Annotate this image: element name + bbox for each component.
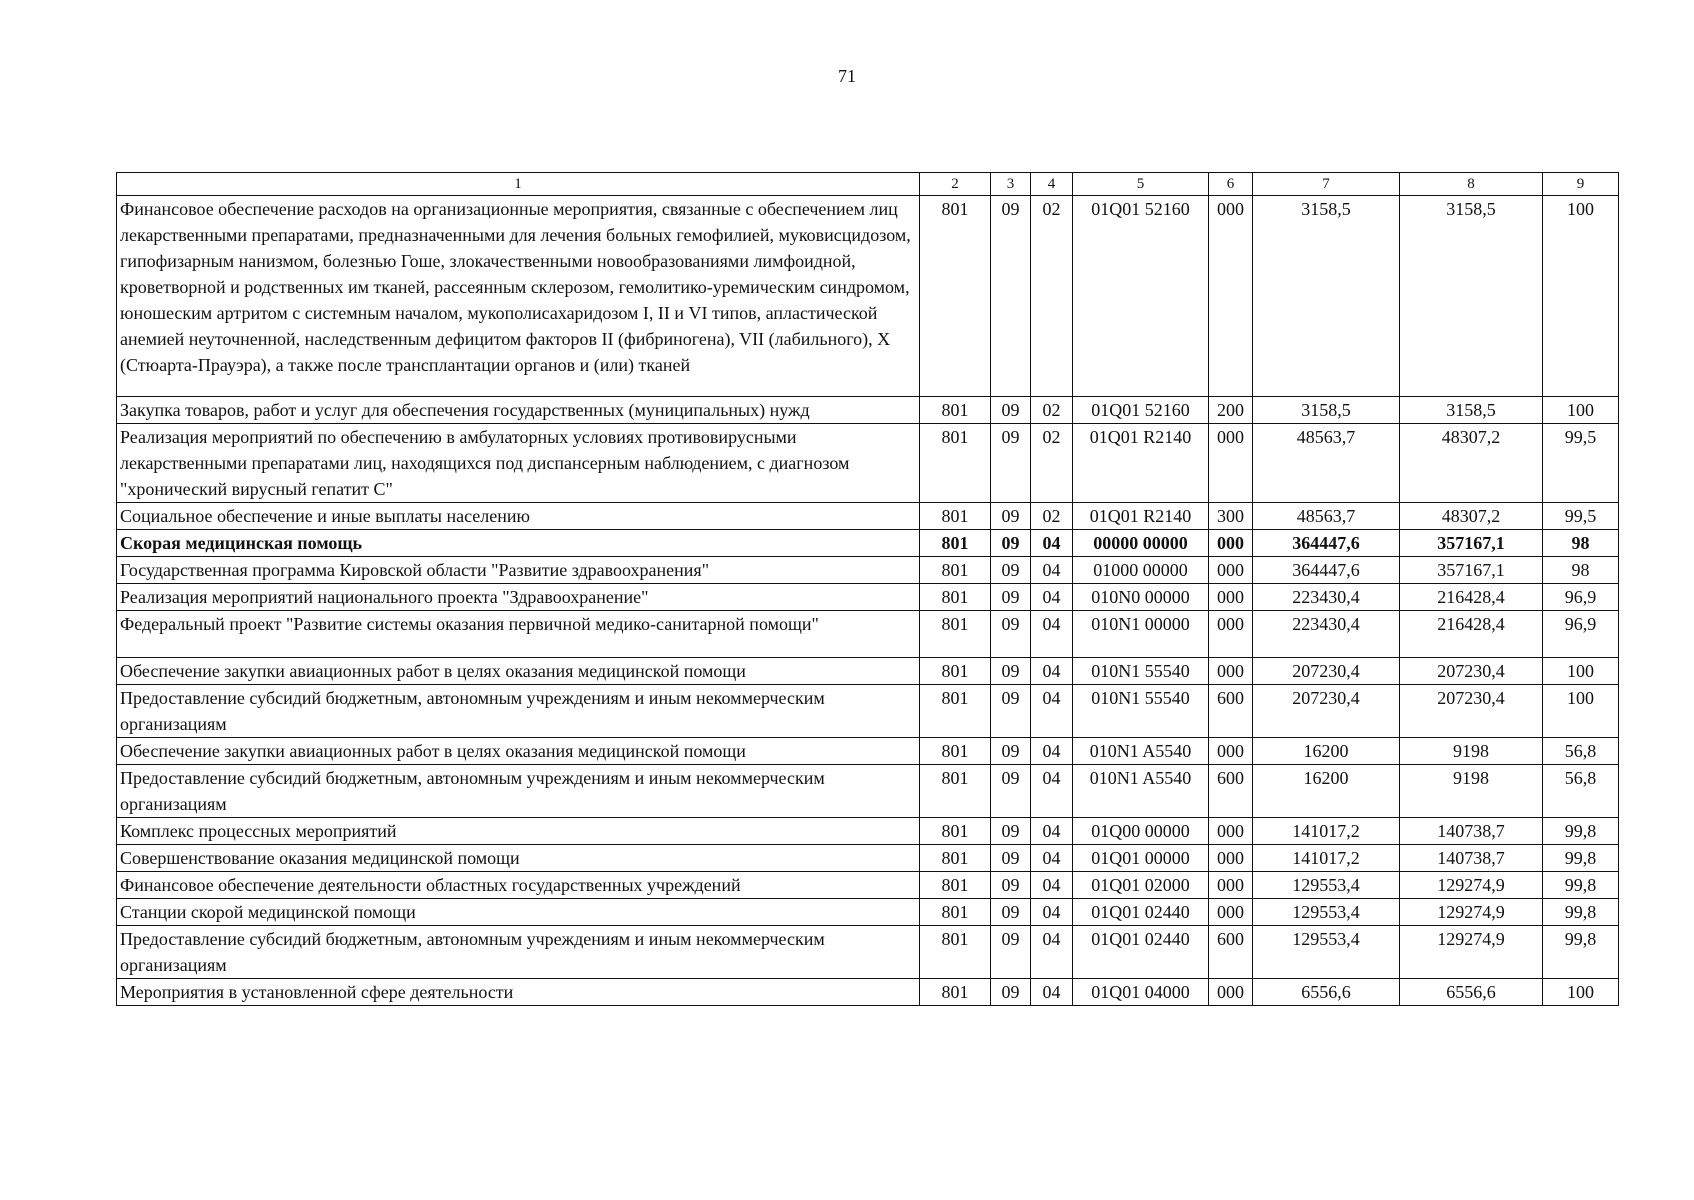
row-name-cell: Государственная программа Кировской области "Развитие здравоохранения" — [117, 557, 920, 584]
value-cell-3: 09 — [991, 424, 1031, 503]
value-cell-2: 801 — [920, 658, 991, 685]
table-row — [117, 872, 1619, 899]
value-cell-8: 216428,4 — [1400, 584, 1543, 611]
row-name-cell: Реализация мероприятий национального проекта "Здравоохранение" — [117, 584, 920, 611]
value-cell-8: 3158,5 — [1400, 196, 1543, 397]
value-cell-2: 801 — [920, 424, 991, 503]
table-row — [117, 738, 1619, 765]
row-name-cell: Предоставление субсидий бюджетным, автономным учреждениям и иным некоммерческим организациям — [117, 765, 920, 818]
value-cell-5: 01Q01 02440 — [1073, 926, 1209, 979]
value-cell-7: 364447,6 — [1253, 530, 1400, 557]
value-cell-9: 99,8 — [1543, 818, 1619, 845]
value-cell-4: 02 — [1031, 196, 1073, 397]
value-cell-9: 96,9 — [1543, 584, 1619, 611]
value-cell-3: 09 — [991, 658, 1031, 685]
value-cell-2: 801 — [920, 503, 991, 530]
value-cell-8: 207230,4 — [1400, 685, 1543, 738]
value-cell-2: 801 — [920, 872, 991, 899]
value-cell-9: 56,8 — [1543, 765, 1619, 818]
value-cell-3: 09 — [991, 845, 1031, 872]
value-cell-7: 48563,7 — [1253, 503, 1400, 530]
row-name-cell: Предоставление субсидий бюджетным, автономным учреждениям и иным некоммерческим организациям — [117, 926, 920, 979]
value-cell-3: 09 — [991, 611, 1031, 658]
value-cell-7: 48563,7 — [1253, 424, 1400, 503]
value-cell-6: 000 — [1209, 979, 1253, 1006]
value-cell-6: 600 — [1209, 765, 1253, 818]
value-cell-4: 04 — [1031, 685, 1073, 738]
value-cell-7: 129553,4 — [1253, 872, 1400, 899]
value-cell-3: 09 — [991, 584, 1031, 611]
row-name-cell: Комплекс процессных мероприятий — [117, 818, 920, 845]
value-cell-7: 6556,6 — [1253, 979, 1400, 1006]
value-cell-3: 09 — [991, 530, 1031, 557]
value-cell-8: 48307,2 — [1400, 424, 1543, 503]
value-cell-4: 02 — [1031, 397, 1073, 424]
value-cell-2: 801 — [920, 738, 991, 765]
value-cell-9: 99,5 — [1543, 424, 1619, 503]
column-header-8: 8 — [1400, 173, 1543, 196]
column-header-9: 9 — [1543, 173, 1619, 196]
column-header-7: 7 — [1253, 173, 1400, 196]
row-name-cell: Станции скорой медицинской помощи — [117, 899, 920, 926]
row-name-cell: Федеральный проект "Развитие системы оказания первичной медико-санитарной помощи" — [117, 611, 920, 658]
value-cell-4: 04 — [1031, 611, 1073, 658]
value-cell-6: 000 — [1209, 818, 1253, 845]
table-row — [117, 584, 1619, 611]
column-header-4: 4 — [1031, 173, 1073, 196]
table-row — [117, 845, 1619, 872]
value-cell-8: 140738,7 — [1400, 845, 1543, 872]
value-cell-7: 141017,2 — [1253, 845, 1400, 872]
value-cell-5: 00000 00000 — [1073, 530, 1209, 557]
table-row — [117, 818, 1619, 845]
value-cell-8: 3158,5 — [1400, 397, 1543, 424]
value-cell-7: 16200 — [1253, 765, 1400, 818]
value-cell-9: 99,8 — [1543, 872, 1619, 899]
value-cell-4: 04 — [1031, 872, 1073, 899]
value-cell-4: 04 — [1031, 818, 1073, 845]
value-cell-6: 000 — [1209, 196, 1253, 397]
value-cell-2: 801 — [920, 979, 991, 1006]
value-cell-7: 223430,4 — [1253, 611, 1400, 658]
value-cell-6: 000 — [1209, 557, 1253, 584]
column-header-3: 3 — [991, 173, 1031, 196]
value-cell-6: 000 — [1209, 658, 1253, 685]
value-cell-9: 56,8 — [1543, 738, 1619, 765]
value-cell-4: 04 — [1031, 530, 1073, 557]
value-cell-9: 99,5 — [1543, 503, 1619, 530]
value-cell-5: 01Q01 52160 — [1073, 196, 1209, 397]
value-cell-8: 357167,1 — [1400, 557, 1543, 584]
value-cell-2: 801 — [920, 530, 991, 557]
table-row — [117, 926, 1619, 979]
value-cell-9: 100 — [1543, 658, 1619, 685]
value-cell-4: 04 — [1031, 899, 1073, 926]
value-cell-8: 216428,4 — [1400, 611, 1543, 658]
table-row — [117, 899, 1619, 926]
value-cell-5: 01Q00 00000 — [1073, 818, 1209, 845]
value-cell-2: 801 — [920, 557, 991, 584]
value-cell-3: 09 — [991, 196, 1031, 397]
value-cell-7: 3158,5 — [1253, 397, 1400, 424]
value-cell-5: 01000 00000 — [1073, 557, 1209, 584]
value-cell-6: 000 — [1209, 424, 1253, 503]
column-header-2: 2 — [920, 173, 991, 196]
value-cell-4: 04 — [1031, 738, 1073, 765]
value-cell-6: 000 — [1209, 611, 1253, 658]
value-cell-9: 98 — [1543, 557, 1619, 584]
value-cell-9: 99,8 — [1543, 926, 1619, 979]
table-row — [117, 685, 1619, 738]
value-cell-9: 99,8 — [1543, 899, 1619, 926]
value-cell-7: 129553,4 — [1253, 926, 1400, 979]
value-cell-3: 09 — [991, 503, 1031, 530]
value-cell-3: 09 — [991, 979, 1031, 1006]
table-row — [117, 196, 1619, 397]
value-cell-6: 000 — [1209, 872, 1253, 899]
value-cell-2: 801 — [920, 818, 991, 845]
value-cell-8: 9198 — [1400, 765, 1543, 818]
value-cell-6: 000 — [1209, 584, 1253, 611]
value-cell-5: 01Q01 02440 — [1073, 899, 1209, 926]
value-cell-5: 010N1 A5540 — [1073, 738, 1209, 765]
table-row — [117, 503, 1619, 530]
row-name-cell: Социальное обеспечение и иные выплаты населению — [117, 503, 920, 530]
column-header-5: 5 — [1073, 173, 1209, 196]
row-name-cell: Предоставление субсидий бюджетным, автономным учреждениям и иным некоммерческим организациям — [117, 685, 920, 738]
value-cell-2: 801 — [920, 685, 991, 738]
value-cell-6: 300 — [1209, 503, 1253, 530]
value-cell-3: 09 — [991, 397, 1031, 424]
value-cell-8: 207230,4 — [1400, 658, 1543, 685]
value-cell-9: 96,9 — [1543, 611, 1619, 658]
value-cell-7: 223430,4 — [1253, 584, 1400, 611]
value-cell-7: 16200 — [1253, 738, 1400, 765]
table-body — [117, 196, 1619, 1006]
value-cell-2: 801 — [920, 765, 991, 818]
table-row — [117, 530, 1619, 557]
value-cell-5: 010N1 55540 — [1073, 685, 1209, 738]
value-cell-3: 09 — [991, 685, 1031, 738]
value-cell-2: 801 — [920, 397, 991, 424]
page-number: 71 — [838, 66, 856, 86]
value-cell-5: 010N1 55540 — [1073, 658, 1209, 685]
value-cell-7: 364447,6 — [1253, 557, 1400, 584]
row-name-cell: Финансовое обеспечение деятельности областных государственных учреждений — [117, 872, 920, 899]
row-name-cell: Обеспечение закупки авиационных работ в целях оказания медицинской помощи — [117, 738, 920, 765]
value-cell-8: 129274,9 — [1400, 899, 1543, 926]
value-cell-8: 6556,6 — [1400, 979, 1543, 1006]
value-cell-3: 09 — [991, 765, 1031, 818]
value-cell-5: 01Q01 R2140 — [1073, 424, 1209, 503]
value-cell-6: 600 — [1209, 685, 1253, 738]
value-cell-5: 01Q01 02000 — [1073, 872, 1209, 899]
value-cell-8: 129274,9 — [1400, 872, 1543, 899]
value-cell-8: 129274,9 — [1400, 926, 1543, 979]
value-cell-8: 140738,7 — [1400, 818, 1543, 845]
value-cell-5: 010N1 A5540 — [1073, 765, 1209, 818]
value-cell-3: 09 — [991, 926, 1031, 979]
value-cell-5: 01Q01 R2140 — [1073, 503, 1209, 530]
value-cell-6: 000 — [1209, 845, 1253, 872]
row-name-cell: Реализация мероприятий по обеспечению в амбулаторных условиях противовирусными лекарственными препаратами лиц, находящихся под диспансерным наблюдением, с диагнозом "хронический вирусный гепатит С" — [117, 424, 920, 503]
value-cell-7: 129553,4 — [1253, 899, 1400, 926]
value-cell-9: 98 — [1543, 530, 1619, 557]
value-cell-3: 09 — [991, 557, 1031, 584]
table-header-row — [117, 173, 1619, 196]
table-row — [117, 979, 1619, 1006]
value-cell-4: 04 — [1031, 765, 1073, 818]
row-name-cell: Закупка товаров, работ и услуг для обеспечения государственных (муниципальных) нужд — [117, 397, 920, 424]
value-cell-4: 04 — [1031, 979, 1073, 1006]
value-cell-4: 02 — [1031, 503, 1073, 530]
value-cell-7: 141017,2 — [1253, 818, 1400, 845]
value-cell-4: 04 — [1031, 926, 1073, 979]
value-cell-6: 200 — [1209, 397, 1253, 424]
value-cell-5: 01Q01 04000 — [1073, 979, 1209, 1006]
column-header-6: 6 — [1209, 173, 1253, 196]
value-cell-9: 100 — [1543, 979, 1619, 1006]
row-name-cell: Мероприятия в установленной сфере деятельности — [117, 979, 920, 1006]
budget-table — [116, 172, 1619, 1006]
value-cell-8: 357167,1 — [1400, 530, 1543, 557]
value-cell-6: 000 — [1209, 738, 1253, 765]
value-cell-7: 207230,4 — [1253, 658, 1400, 685]
table-row — [117, 557, 1619, 584]
value-cell-8: 9198 — [1400, 738, 1543, 765]
table-row — [117, 611, 1619, 658]
table-row — [117, 424, 1619, 503]
value-cell-2: 801 — [920, 845, 991, 872]
value-cell-5: 01Q01 52160 — [1073, 397, 1209, 424]
value-cell-7: 3158,5 — [1253, 196, 1400, 397]
value-cell-3: 09 — [991, 818, 1031, 845]
value-cell-7: 207230,4 — [1253, 685, 1400, 738]
value-cell-9: 100 — [1543, 196, 1619, 397]
value-cell-5: 010N1 00000 — [1073, 611, 1209, 658]
value-cell-4: 04 — [1031, 845, 1073, 872]
value-cell-8: 48307,2 — [1400, 503, 1543, 530]
row-name-cell: Скорая медицинская помощь — [117, 530, 920, 557]
value-cell-2: 801 — [920, 584, 991, 611]
value-cell-4: 04 — [1031, 557, 1073, 584]
value-cell-3: 09 — [991, 899, 1031, 926]
value-cell-9: 100 — [1543, 685, 1619, 738]
value-cell-2: 801 — [920, 926, 991, 979]
table-row — [117, 658, 1619, 685]
value-cell-4: 04 — [1031, 658, 1073, 685]
row-name-cell: Совершенствование оказания медицинской помощи — [117, 845, 920, 872]
column-header-1: 1 — [117, 173, 920, 196]
value-cell-9: 99,8 — [1543, 845, 1619, 872]
value-cell-6: 000 — [1209, 899, 1253, 926]
table-row — [117, 765, 1619, 818]
value-cell-4: 04 — [1031, 584, 1073, 611]
value-cell-6: 000 — [1209, 530, 1253, 557]
value-cell-3: 09 — [991, 738, 1031, 765]
row-name-cell: Финансовое обеспечение расходов на организационные мероприятия, связанные с обеспечением лиц лекарственными препаратами, предназначенными для лечения больных гемофилией, муковисцидозом, гипофизарным нанизмом, болезнью Гоше, злокачественными новообразованиями лимфоидной, кроветворной и родственных им тканей, рассеянным склерозом, гемолитико-уремическим синдромом, юношеским артритом с системным началом, мукополисахаридозом I, II и VI типов, апластической анемией неуточненной, наследственным дефицитом факторов II (фибриногена), VII (лабильного), X (Стюарта-Прауэра), а также после трансплантации органов и (или) тканей — [117, 196, 920, 397]
value-cell-2: 801 — [920, 899, 991, 926]
value-cell-5: 01Q01 00000 — [1073, 845, 1209, 872]
table-row — [117, 397, 1619, 424]
value-cell-2: 801 — [920, 196, 991, 397]
value-cell-5: 010N0 00000 — [1073, 584, 1209, 611]
value-cell-9: 100 — [1543, 397, 1619, 424]
value-cell-6: 600 — [1209, 926, 1253, 979]
row-name-cell: Обеспечение закупки авиационных работ в целях оказания медицинской помощи — [117, 658, 920, 685]
value-cell-3: 09 — [991, 872, 1031, 899]
value-cell-4: 02 — [1031, 424, 1073, 503]
value-cell-2: 801 — [920, 611, 991, 658]
